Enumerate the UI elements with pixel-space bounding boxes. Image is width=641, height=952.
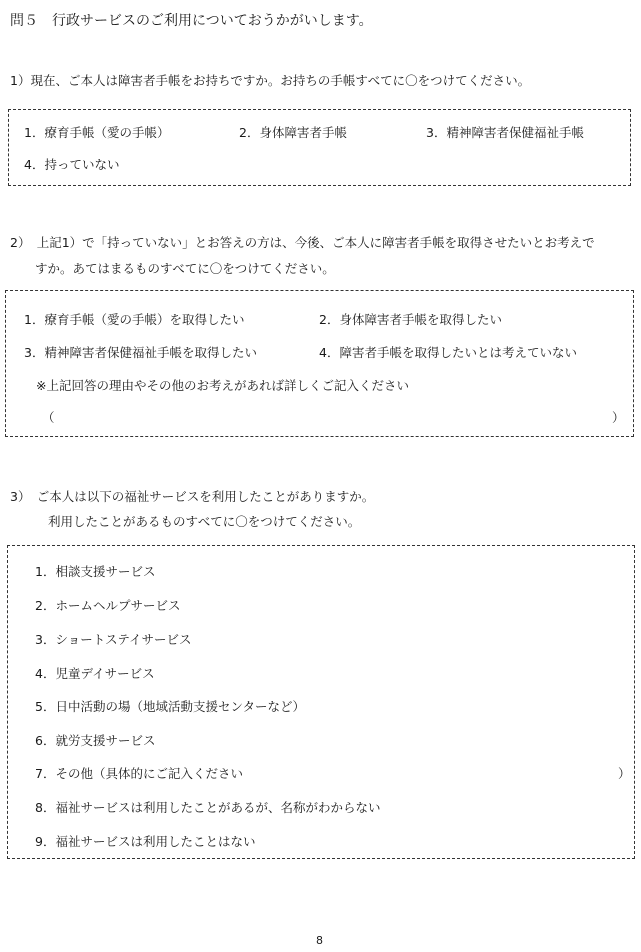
q3-option-1[interactable]: 1．相談支援サービス xyxy=(35,564,156,579)
q2-option-3[interactable]: 3．精神障害者保健福祉手帳を取得したい xyxy=(24,345,257,360)
q3-option-7-close-paren: ） xyxy=(618,766,631,781)
q3-question-line1: 3） ご本人は以下の福祉サービスを利用したことがありますか。 xyxy=(10,489,375,504)
q1-option-2[interactable]: 2．身体障害者手帳 xyxy=(239,125,347,140)
q1-option-4[interactable]: 4．持っていない xyxy=(24,157,120,172)
q2-option-2[interactable]: 2．身体障害者手帳を取得したい xyxy=(319,312,502,327)
q2-question-line1: 2） 上記1）で「持っていない」とお答えの方は、今後、ご本人に障害者手帳を取得させたいとお考えで xyxy=(10,235,595,250)
q2-option-1[interactable]: 1．療育手帳（愛の手帳）を取得したい xyxy=(24,312,245,327)
q3-option-7[interactable]: 7．その他（具体的にご記入ください xyxy=(35,766,243,781)
q1-option-3[interactable]: 3．精神障害者保健福祉手帳 xyxy=(426,125,584,140)
section-heading: 問５ 行政サービスのご利用についておうかがいします。 xyxy=(10,13,373,29)
q2-options-box xyxy=(5,290,634,437)
q3-option-3[interactable]: 3．ショートステイサービス xyxy=(35,632,192,647)
q2-free-text-open-paren: （ xyxy=(42,410,55,425)
q3-question-line2: 利用したことがあるものすべてに〇をつけてください。 xyxy=(48,514,361,529)
q1-option-1[interactable]: 1．療育手帳（愛の手帳） xyxy=(24,125,170,140)
page-number: 8 xyxy=(316,934,323,947)
q1-options-box xyxy=(8,109,631,186)
q3-option-2[interactable]: 2．ホームヘルプサービス xyxy=(35,598,181,613)
q3-option-6[interactable]: 6．就労支援サービス xyxy=(35,733,156,748)
q2-free-text-field[interactable] xyxy=(58,401,608,425)
q2-option-4[interactable]: 4．障害者手帳を取得したいとは考えていない xyxy=(319,345,577,360)
q3-option-4[interactable]: 4．児童デイサービス xyxy=(35,666,155,681)
q3-option-8[interactable]: 8．福祉サービスは利用したことがあるが、名称がわからない xyxy=(35,800,381,815)
q3-option-5[interactable]: 5．日中活動の場（地域活動支援センターなど） xyxy=(35,699,305,714)
q2-note: ※上記回答の理由やその他のお考えがあれば詳しくご記入ください xyxy=(36,378,409,393)
q1-question: 1）現在、ご本人は障害者手帳をお持ちですか。お持ちの手帳すべてに〇をつけてください。 xyxy=(10,73,531,88)
q2-free-text-close-paren: ） xyxy=(612,410,625,425)
q3-option-9[interactable]: 9．福祉サービスは利用したことはない xyxy=(35,834,256,849)
q3-options-box xyxy=(7,545,635,859)
q2-question-line2: すか。あてはまるものすべてに〇をつけてください。 xyxy=(35,261,335,276)
